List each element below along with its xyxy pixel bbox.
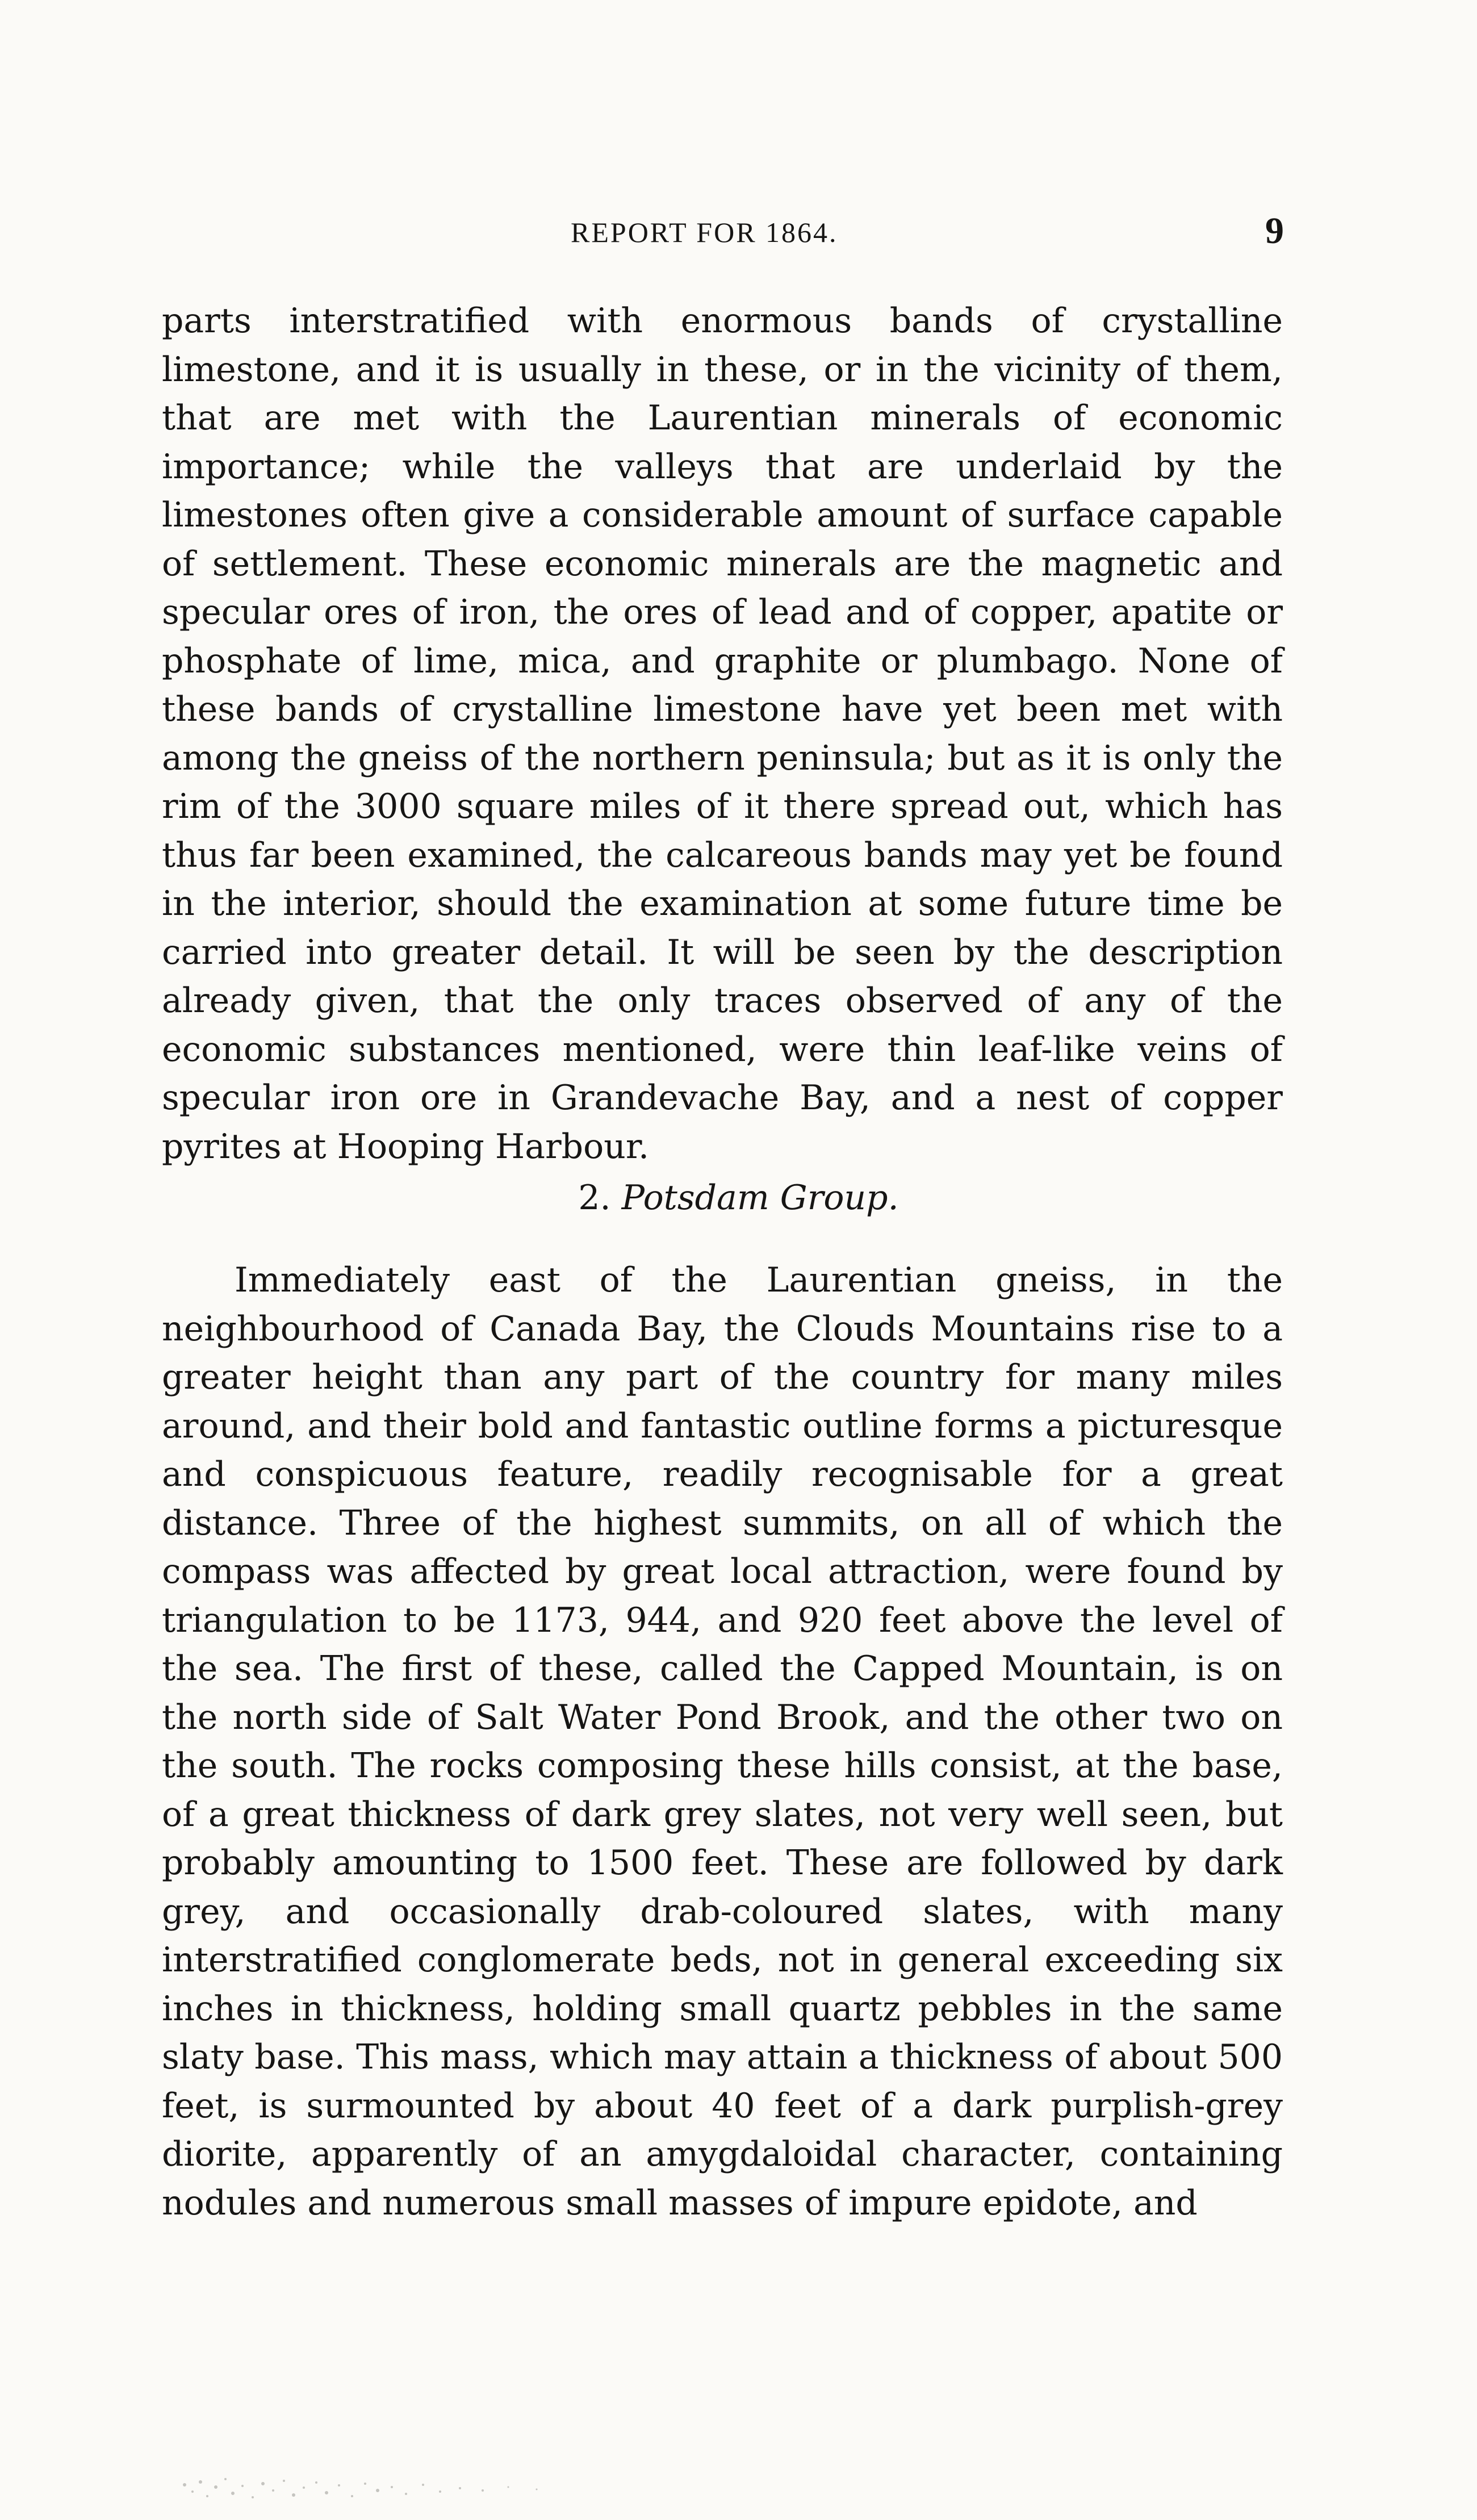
- running-head: REPORT FOR 1864.: [571, 216, 838, 248]
- scan-noise-decoration: [173, 2462, 684, 2513]
- paragraph-laurentian-minerals: parts interstratified with enormous bands of crystalline limestone, and it is usually in these, or in the vicinity of them, that are met with the Laurentian minerals of economic importance; while the valleys that are underlaid by the limestones often give a considerable amount of surface capable of settlement. These economic minerals are the magnetic and specular ores of iron, the ores of lead and of copper, apatite or phosphate of lime, mica, and graphite or plumbago. None of these bands of crystalline limestone have yet been met with among the gneiss of the northern peninsula; but as it is only the rim of the 3000 square miles of it there spread out, which has thus far been examined, the calcareous bands may yet be found in the interior, should the examination at some future time be carried into greater detail. It will be seen by the description already given, that the only traces observed of any of the economic substances mentioned, were thin leaf-like veins of specular iron ore in Grandevache Bay, and a nest of copper pyrites at Hooping Harbour.: [162, 301, 1283, 1167]
- section-heading: [0, 1177, 1477, 1218]
- paragraph-potsdam-group: Immediately east of the Laurentian gneiss, in the neighbourhood of Canada Bay, the Clouds Mountains rise to a greater height than any part of the country for many miles around, and their bold and fantastic outline forms a picturesque and conspicuous feature, readily recognisable for a great distance. Three of the highest summits, on all of which the compass was affected by great local attraction, were found by triangulation to be 1173, 944, and 920 feet above the level of the sea. The first of these, called the Capped Mountain, is on the north side of Salt Water Pond Brook, and the other two on the south. The rocks composing these hills consist, at the base, of a great thickness of dark grey slates, not very well seen, but probably amounting to 1500 feet. These are followed by dark grey, and occasionally drab-coloured slates, with many interstratified conglomerate beds, not in general exceeding six inches in thickness, holding small quartz pebbles in the same slaty base. This mass, which may attain a thickness of about 500 feet, is surmounted by about 40 feet of a dark purplish-grey diorite, apparently of an amygdaloidal character, containing nodules and numerous small masses of impure epidote, and: [162, 1260, 1283, 2223]
- page-number: 9: [1265, 210, 1284, 252]
- section-number: 2.: [578, 1178, 611, 1218]
- section-title: Potsdam Group.: [621, 1178, 899, 1218]
